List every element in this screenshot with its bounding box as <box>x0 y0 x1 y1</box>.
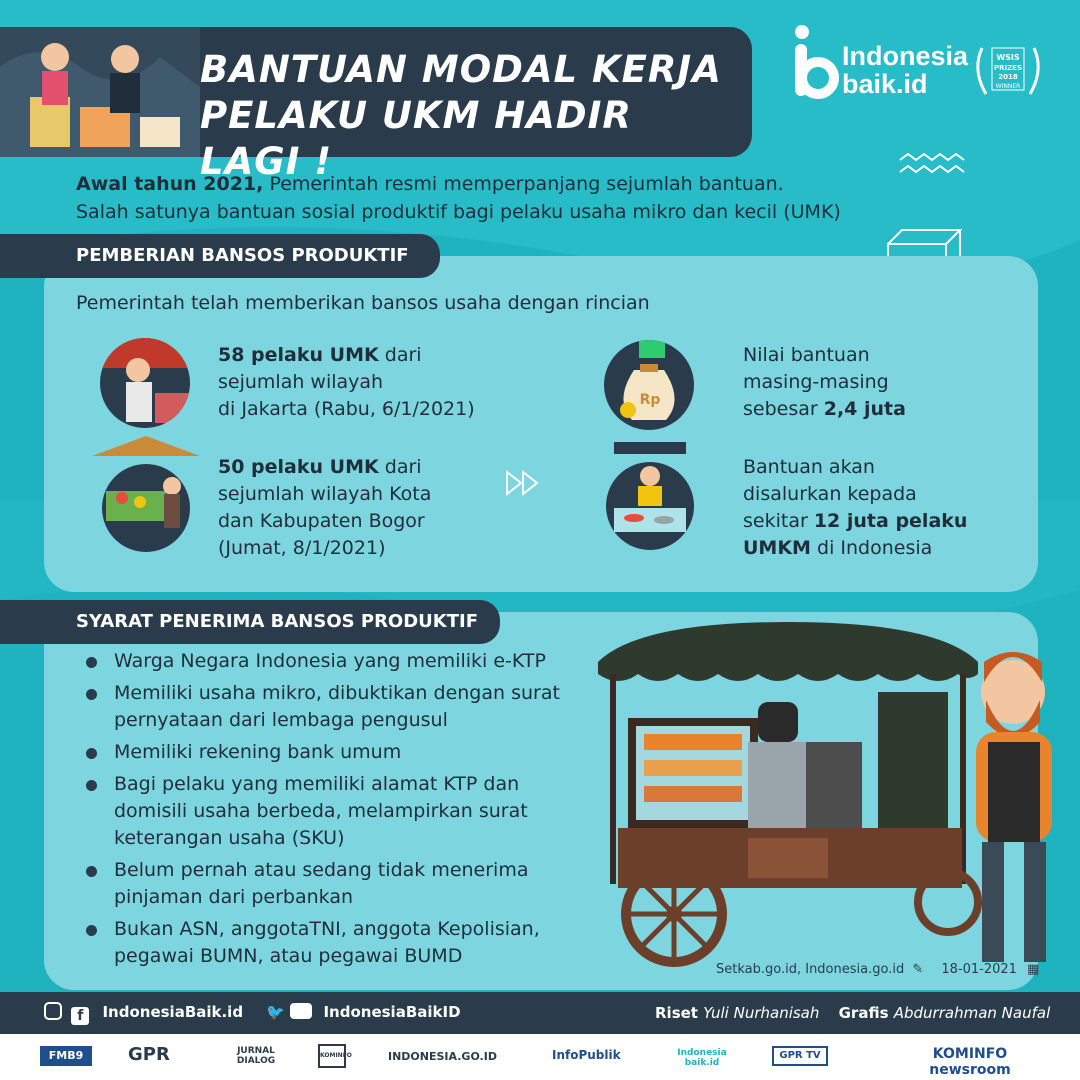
pin-icon: ✎ <box>912 962 924 977</box>
svg-text:WSIS: WSIS <box>996 53 1020 62</box>
credits: Riset Yuli Nurhanisah Grafis Abdurrahman Naufal <box>655 1004 1051 1022</box>
item-jakarta: 58 pelaku UMK dari sejumlah wilayah di Jakarta (Rabu, 6/1/2021) <box>218 344 475 420</box>
instagram-icon[interactable] <box>44 1002 62 1020</box>
svg-text:PRIZES: PRIZES <box>993 64 1023 72</box>
fish-stall-icon <box>604 438 696 552</box>
double-arrow-icon <box>505 470 543 496</box>
list-item: Bukan ASN, anggotaTNI, anggota Kepolisian, pegawai BUMN, atau pegawai BUMD <box>86 916 586 970</box>
svg-text:Rp: Rp <box>639 392 661 408</box>
item-bogor: 50 pelaku UMK dari sejumlah wilayah Kota dan Kabupaten Bogor (Jumat, 8/1/2021) <box>218 456 432 559</box>
fish-stall-illustration <box>604 438 696 552</box>
list-item: Bagi pelaku yang memiliki alamat KTP dan domisili usaha berbeda, melampirkan surat keterangan usaha (SKU) <box>86 771 586 852</box>
page-title <box>200 47 740 185</box>
logo-text: Indonesia baik.id <box>842 41 969 99</box>
wsis-award-badge <box>972 40 1044 102</box>
facebook-icon[interactable]: f <box>71 1007 89 1025</box>
partner-logo: FMB9 <box>40 1046 92 1066</box>
item-target-umkm: Bantuan akan disalurkan kepada sekitar 12 juta pelaku UMKM di Indonesia <box>743 456 968 559</box>
partner-logo: GPR <box>128 1044 170 1065</box>
source-citation: Setkab.go.id, Indonesia.go.id ✎ 18-01-2021 ▦ <box>716 962 1040 977</box>
vegetable-stall-illustration <box>92 436 200 554</box>
food-cart-illustration <box>588 622 1064 972</box>
partner-logo: KOMINFO <box>318 1044 346 1068</box>
twitter-icon[interactable]: 🐦 <box>266 1003 285 1021</box>
partner-logo: JURNAL DIALOG <box>236 1046 276 1066</box>
partner-logo: Indonesia baik.id <box>677 1048 727 1068</box>
vegetable-stall-icon <box>92 436 200 554</box>
money-bag-illustration <box>604 340 694 430</box>
partner-logo: InfoPublik <box>552 1048 621 1062</box>
list-item: Belum pernah atau sedang tidak menerima pinjaman dari perbankan <box>86 857 586 911</box>
section-heading-syarat: SYARAT PENERIMA BANSOS PRODUKTIF <box>0 600 500 644</box>
money-bag-icon <box>604 340 694 430</box>
item-nilai-bantuan: Nilai bantuan masing-masing sebesar 2,4 juta <box>743 344 906 420</box>
list-item: Memiliki usaha mikro, dibuktikan dengan surat pernyataan dari lembaga pengusul <box>86 680 586 734</box>
list-item: Warga Negara Indonesia yang memiliki e-KTP <box>86 648 586 675</box>
section-heading-pemberian: PEMBERIAN BANSOS PRODUKTIF <box>0 234 440 278</box>
partner-logo: KOMINFO newsroom <box>929 1046 1011 1078</box>
social-handles <box>44 1002 461 1025</box>
handle-indonesiabaikid[interactable]: IndonesiaBaikID <box>323 1003 461 1021</box>
handle-indonesiabaik[interactable]: IndonesiaBaik.id <box>102 1003 244 1021</box>
svg-text:WINNER: WINNER <box>995 83 1021 90</box>
butcher-illustration <box>100 338 190 428</box>
intro-text: Awal tahun 2021, Pemerintah resmi memperpanjang sejumlah bantuan. Salah satunya bantuan sosial produktif bagi pelaku usaha mikro dan kecil (UMK) <box>76 173 841 223</box>
list-item: Memiliki rekening bank umum <box>86 739 586 766</box>
partner-logo: INDONESIA.GO.ID <box>388 1050 497 1063</box>
requirements-list <box>86 648 586 975</box>
laurel-icon <box>972 40 1044 102</box>
youtube-icon[interactable] <box>290 1003 312 1019</box>
indonesiabaik-logo-icon <box>790 22 840 102</box>
partner-logo: GPR TV <box>772 1046 828 1066</box>
butcher-icon <box>100 338 190 428</box>
svg-text:2018: 2018 <box>998 73 1018 81</box>
section-subheading: Pemerintah telah memberikan bansos usaha dengan rincian <box>76 292 650 314</box>
calendar-icon: ▦ <box>1027 962 1040 977</box>
title-line-1: BANTUAN MODAL KERJA <box>200 48 722 91</box>
shop-illustration <box>0 27 200 157</box>
title-line-2: PELAKU UKM HADIR LAGI ! <box>200 94 632 183</box>
